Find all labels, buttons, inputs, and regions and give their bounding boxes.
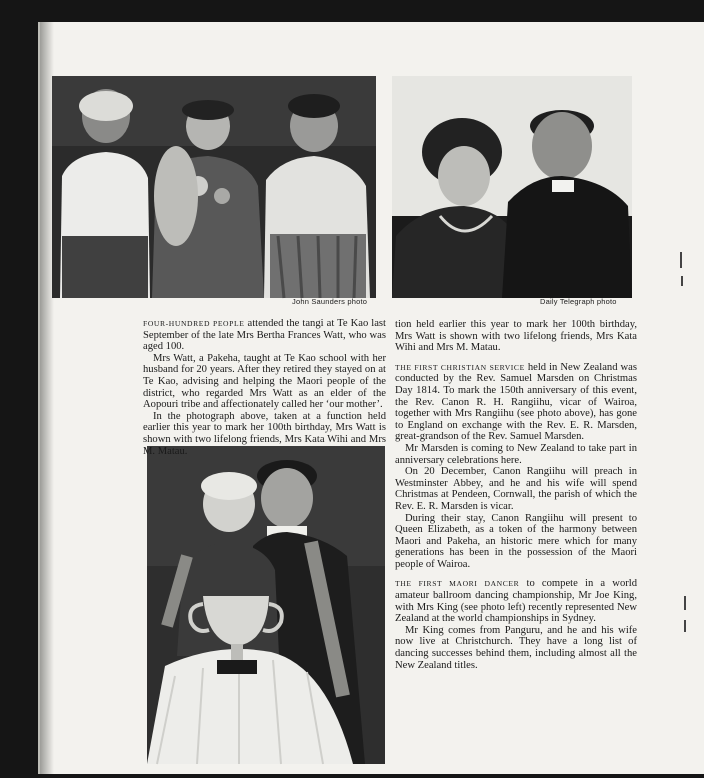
paragraph-text: to compete in a world amateur ballroom dancing championship, Mr Joe King, with Mrs King (see photo left) recently represented New Zealand at the world championships in Sydney. (395, 578, 638, 625)
paragraph-maori-dancer (395, 578, 637, 624)
lead-in: FOUR-HUNDRED PEOPLE (143, 319, 245, 328)
photo-canon-rangiihu (392, 76, 632, 298)
paragraph-text: held in New Zealand was conducted by the Rev. Samuel Marsden on Christmas Day 1814. To mark the 150th anniversary of this event, the Rev. Canon R. H. Rangiihu, vicar of Wairoa, together with Mrs Rangiihu (see photo above), has gone to England on exchange with the Rev. E. R. Marsden, great-grandson of the Rev. Samuel Marsden. (395, 361, 637, 443)
lead-in: THE FIRST CHRISTIAN SERVICE (395, 362, 525, 372)
paragraph-marsden-coming: Mr Marsden is coming to New Zealand to take part in anniversary celebrations here. (395, 442, 637, 466)
paragraph-watt-photo: In the photograph above, taken at a function held earlier this year to mark her 100th birthday, Mrs Watt is shown with two lifelong friends, Mrs Kata Wihi and Mrs M. Matau. (143, 410, 386, 457)
paragraph-watt-teacher: Mrs Watt, a Pakeha, taught at Te Kao school with her husband for 20 years. After they retired they stayed on at Te Kao, advising and helping the Maori people of the district, who regarded Mrs Watt as an elder of the Aopouri tribe and affectionately called her ‘our mother’. (143, 352, 386, 411)
photo-credit-2: Daily Telegraph photo (540, 297, 617, 306)
article-column-right (395, 319, 637, 671)
lead-in: THE FIRST MAORI DANCER (395, 579, 520, 589)
binding-mark (684, 596, 686, 610)
paragraph-king-panguru: Mr King comes from Panguru, and he and his wife now live at Christchurch. They have a long list of dancing successes behind them, including almost all the New Zealand titles. (395, 624, 637, 671)
photo-joe-king-dancers (147, 446, 385, 764)
paragraph-text: attended the tangi at Te Kao last September of the late Mrs Bertha Frances Watt, who was aged 100. (143, 318, 386, 353)
photo-credit-1: John Saunders photo (292, 297, 368, 306)
magazine-page (38, 22, 704, 774)
binding-mark (680, 252, 682, 268)
binding-mark (681, 276, 683, 286)
binding-mark (684, 620, 686, 632)
paragraph-christian-service (395, 362, 637, 443)
photo-three-women (52, 76, 376, 298)
paragraph-watt-photo-cont: tion held earlier this year to mark her 100th birthday, Mrs Watt is shown with two lifelong friends, Mrs Kata Wihi and Mrs M. Matau. (395, 319, 637, 354)
paragraph-queen-mere: During their stay, Canon Rangiihu will present to Queen Elizabeth, as a token of the harmony between Maori and Pakeha, an historic mere which for many generations has been in the possession of the Maori people of Wairoa. (395, 512, 637, 570)
paragraph-watt-intro (143, 318, 386, 353)
paragraph-westminster: On 20 December, Canon Rangiihu will preach in Westminster Abbey, and he and his wife will spend Christmas at Pendeen, Cornwall, the parish of which the Rev. E. R. Marsden is vicar. (395, 466, 637, 512)
article-column-left (143, 318, 386, 457)
